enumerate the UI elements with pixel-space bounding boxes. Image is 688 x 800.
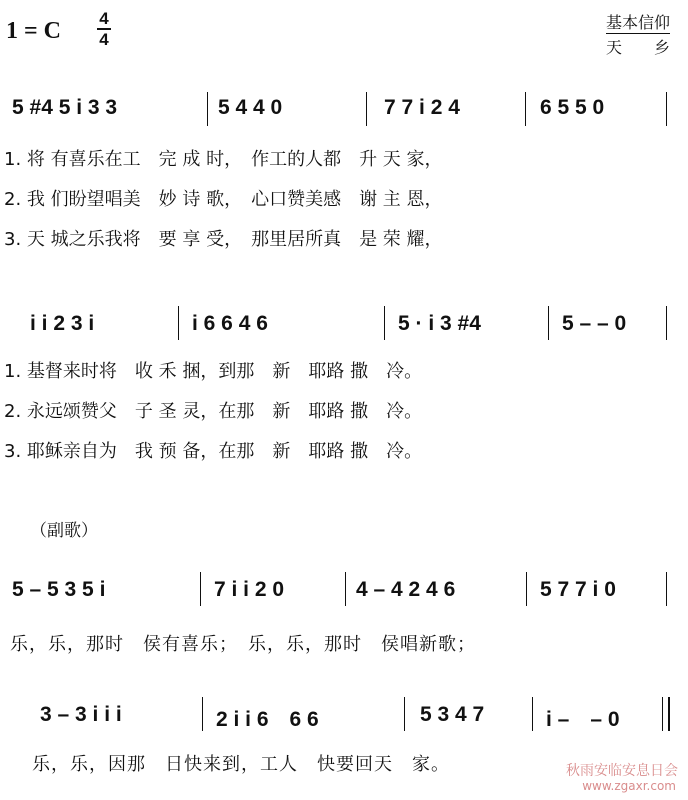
measure-2-2: i 6 6 4 6 [192, 312, 268, 335]
verse-1-line-1 [4, 145, 443, 171]
verse-text: 天 城之乐我将 要 享 受， 那里居所真 是 荣 耀， [26, 229, 443, 250]
verse-text: 永远颂赞父 子 圣 灵，在那 新 耶路 撒 冷。 [26, 401, 423, 422]
measure-4-4: i – – 0 [546, 708, 620, 731]
watermark-url: www.zgaxr.com [582, 779, 676, 793]
credit-category: 基本信仰 [605, 15, 670, 32]
measure-1-3: 7 7 i 2 4 [384, 96, 460, 119]
measure-4-1: 3 – 3 i i i [40, 703, 122, 726]
chorus-label: （副歌） [30, 521, 98, 541]
measure-4-3: 5 3 4 7 [420, 703, 485, 726]
verse-number: 1. [4, 149, 22, 170]
measure-2-4: 5 – – 0 [562, 312, 627, 335]
measure-2-3: 5 · i 3 #4 [398, 312, 481, 335]
measure-3-3: 4 – 4 2 4 6 [356, 578, 456, 601]
chorus-lyrics-line-1: 乐，乐，那时 侯有喜乐； 乐，乐，那时 侯唱新歌； [10, 634, 476, 655]
measure-1-2: 5 4 4 0 [218, 96, 283, 119]
measure-3-1: 5 – 5 3 5 i [12, 578, 106, 601]
verse-number: 3. [4, 441, 22, 462]
measure-1-4: 6 5 5 0 [540, 96, 605, 119]
verse-1-line-2 [4, 357, 422, 383]
time-signature-top: 4 [99, 9, 109, 28]
verse-text: 我 们盼望唱美 妙 诗 歌， 心口赞美感 谢 主 恩， [26, 189, 443, 210]
measure-4-2: 2 i i 6 6 6 [216, 708, 319, 731]
verse-3-line-2 [4, 437, 422, 463]
verse-2-line-2 [4, 397, 422, 423]
verse-text: 将 有喜乐在工 完 成 时， 作工的人都 升 天 家， [26, 149, 443, 170]
verse-number: 2. [4, 401, 22, 422]
credit-author: 天 乡 [606, 33, 670, 58]
verse-3-line-1 [4, 225, 443, 251]
key-signature: 1 = C [6, 18, 62, 44]
measure-2-1: i i 2 3 i [30, 312, 95, 335]
verse-2-line-1 [4, 185, 443, 211]
verse-text: 基督来时将 收 禾 捆，到那 新 耶路 撒 冷。 [26, 361, 423, 382]
time-signature-bottom: 4 [99, 30, 109, 49]
measure-1-1: 5 #4 5 i 3 3 [12, 96, 118, 119]
time-signature [94, 10, 114, 48]
verse-text: 耶稣亲自为 我 预 备，在那 新 耶路 撒 冷。 [26, 441, 423, 462]
verse-number: 1. [4, 361, 22, 382]
measure-3-2: 7 i i 2 0 [214, 578, 285, 601]
verse-number: 3. [4, 229, 22, 250]
watermark-name: 秋雨安临安息日会 [566, 763, 678, 779]
chorus-lyrics-line-2: 乐，乐，因那 日快来到，工人 快要回天 家。 [32, 754, 450, 775]
measure-3-4: 5 7 7 i 0 [540, 578, 616, 601]
verse-number: 2. [4, 189, 22, 210]
